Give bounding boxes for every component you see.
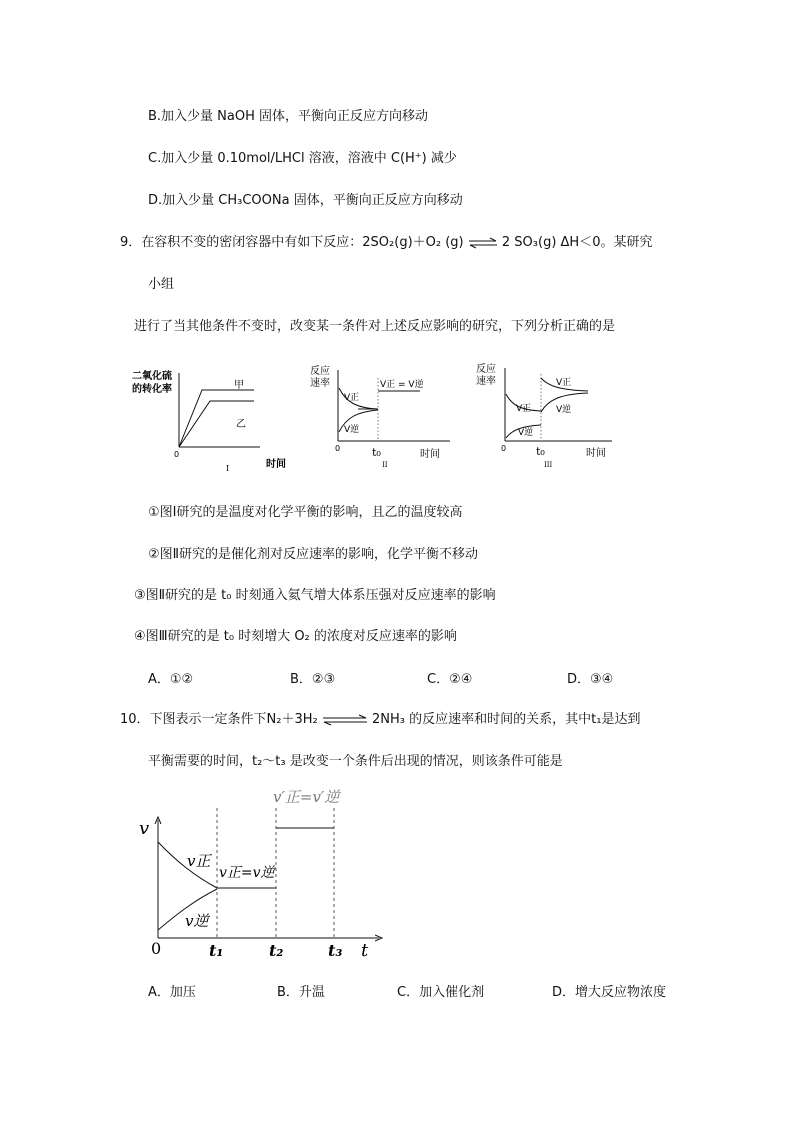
q10-choice-d[interactable]: D．增大反应物浓度: [552, 985, 667, 1000]
fig1-ylabel-1: 二氧化硫: [132, 371, 172, 382]
fig2-xlabel: 时间: [420, 449, 440, 460]
figure-1-conversion-graph: [130, 365, 286, 475]
fig3-v-reverse-top: V逆: [556, 405, 572, 415]
q10-origin: 0: [151, 939, 162, 958]
q10-equal-label-2: v′正=v′逆: [273, 788, 340, 806]
q9-stem-before: 在容积不变的密闭容器中有如下反应：2SO₂(g)＋O₂ (g): [141, 235, 464, 250]
figure-3-rate-graph: [470, 360, 620, 475]
q10-choice-b[interactable]: B．升温: [277, 985, 325, 1000]
q8-option-d: D.加入少量 CH₃COONa 固体，平衡向正反应方向移动: [148, 193, 463, 208]
fig2-ylabel-1: 反应: [310, 366, 330, 377]
fig3-xlabel: 时间: [586, 448, 606, 459]
figure-2-rate-graph: [300, 360, 460, 475]
fig2-equal-label: V正 = V逆: [380, 380, 424, 390]
q10-stem: [120, 711, 640, 729]
q9-choices: [0, 671, 794, 691]
fig3-ylabel-1: 反应: [476, 364, 496, 375]
fig2-caption: II: [382, 461, 388, 469]
q8-option-b: B.加入少量 NaOH 固体，平衡向正反应方向移动: [148, 109, 429, 124]
q10-rate-time-graph: [125, 778, 385, 968]
q10-v-forward-label: v正: [187, 852, 211, 870]
fig3-origin: 0: [501, 444, 507, 453]
q10-t2-label: t₂: [269, 941, 284, 960]
fig2-t0: t₀: [372, 446, 381, 459]
q10-choices: [0, 984, 794, 1004]
fig2-ylabel-2: 速率: [310, 378, 330, 389]
q9-stem-after: 2 SO₃(g) ΔH＜0。某研究: [501, 235, 653, 250]
q10-choice-c[interactable]: C．加入催化剂: [397, 985, 485, 1000]
q10-x-axis-label: t: [361, 940, 369, 961]
fig3-caption: III: [544, 461, 553, 469]
fig3-v-forward-low: V正: [516, 404, 532, 414]
q9-statement-4: ④图Ⅲ研究的是 t₀ 时刻增大 O₂ 的浓度对反应速率的影响: [134, 629, 457, 644]
fig1-caption: I: [226, 464, 230, 473]
fig1-ylabel-2: 的转化率: [132, 384, 172, 395]
q9-statement-3: ③图Ⅱ研究的是 t₀ 时刻通入氦气增大体系压强对反应速率的影响: [134, 588, 496, 603]
equilibrium-arrow-icon: [322, 714, 368, 726]
q10-number: 10．: [120, 712, 150, 727]
q10-equal-label-1: v正=v逆: [219, 865, 275, 881]
fig1-origin: 0: [174, 450, 180, 459]
q9-choice-b[interactable]: B．②③: [290, 672, 336, 687]
q9-statement-1: ①图Ⅰ研究的是温度对化学平衡的影响，且乙的温度较高: [148, 505, 463, 520]
fig2-origin: 0: [335, 444, 341, 453]
fig1-xlabel: 时间: [266, 459, 286, 470]
q10-stem-line2: 平衡需要的时间，t₂～t₃ 是改变一个条件后出现的情况，则该条件可能是: [148, 754, 563, 769]
fig2-v-reverse: V逆: [344, 425, 360, 435]
q8-option-c: C.加入少量 0.10mol/LHCl 溶液，溶液中 C(H⁺) 减少: [148, 151, 457, 166]
fig3-t0: t₀: [536, 445, 545, 458]
q10-y-axis-label: v: [139, 818, 150, 839]
q9-statement-2: ②图Ⅱ研究的是催化剂对反应速率的影响，化学平衡不移动: [148, 547, 479, 562]
q10-stem-before: 下图表示一定条件下N₂＋3H₂: [149, 712, 318, 727]
q9-stem-line2: 小组: [148, 277, 175, 292]
fig3-ylabel-2: 速率: [476, 376, 496, 387]
fig1-label-jia: 甲: [234, 380, 244, 391]
q10-t3-label: t₃: [328, 941, 343, 960]
q9-choice-a[interactable]: A．①②: [148, 672, 194, 687]
fig2-v-forward: V正: [344, 393, 360, 403]
q10-stem-after: 2NH₃ 的反应速率和时间的关系，其中t₁是达到: [372, 712, 641, 727]
fig1-label-yi: 乙: [236, 419, 246, 430]
q10-v-reverse-label: v逆: [185, 912, 209, 930]
q10-t1-label: t₁: [209, 941, 224, 960]
fig3-v-forward-top: V正: [556, 378, 572, 388]
q9-stem: [120, 234, 652, 252]
q9-choice-c[interactable]: C．②④: [427, 672, 473, 687]
fig3-v-reverse-low: V逆: [518, 428, 534, 438]
q10-choice-a[interactable]: A．加压: [148, 985, 196, 1000]
equilibrium-arrow-icon: [468, 237, 498, 249]
q9-number: 9．: [120, 235, 142, 250]
q9-stem-line3: 进行了当其他条件不变时，改变某一条件对上述反应影响的研究，下列分析正确的是: [134, 319, 616, 334]
q9-choice-d[interactable]: D．③④: [567, 672, 614, 687]
